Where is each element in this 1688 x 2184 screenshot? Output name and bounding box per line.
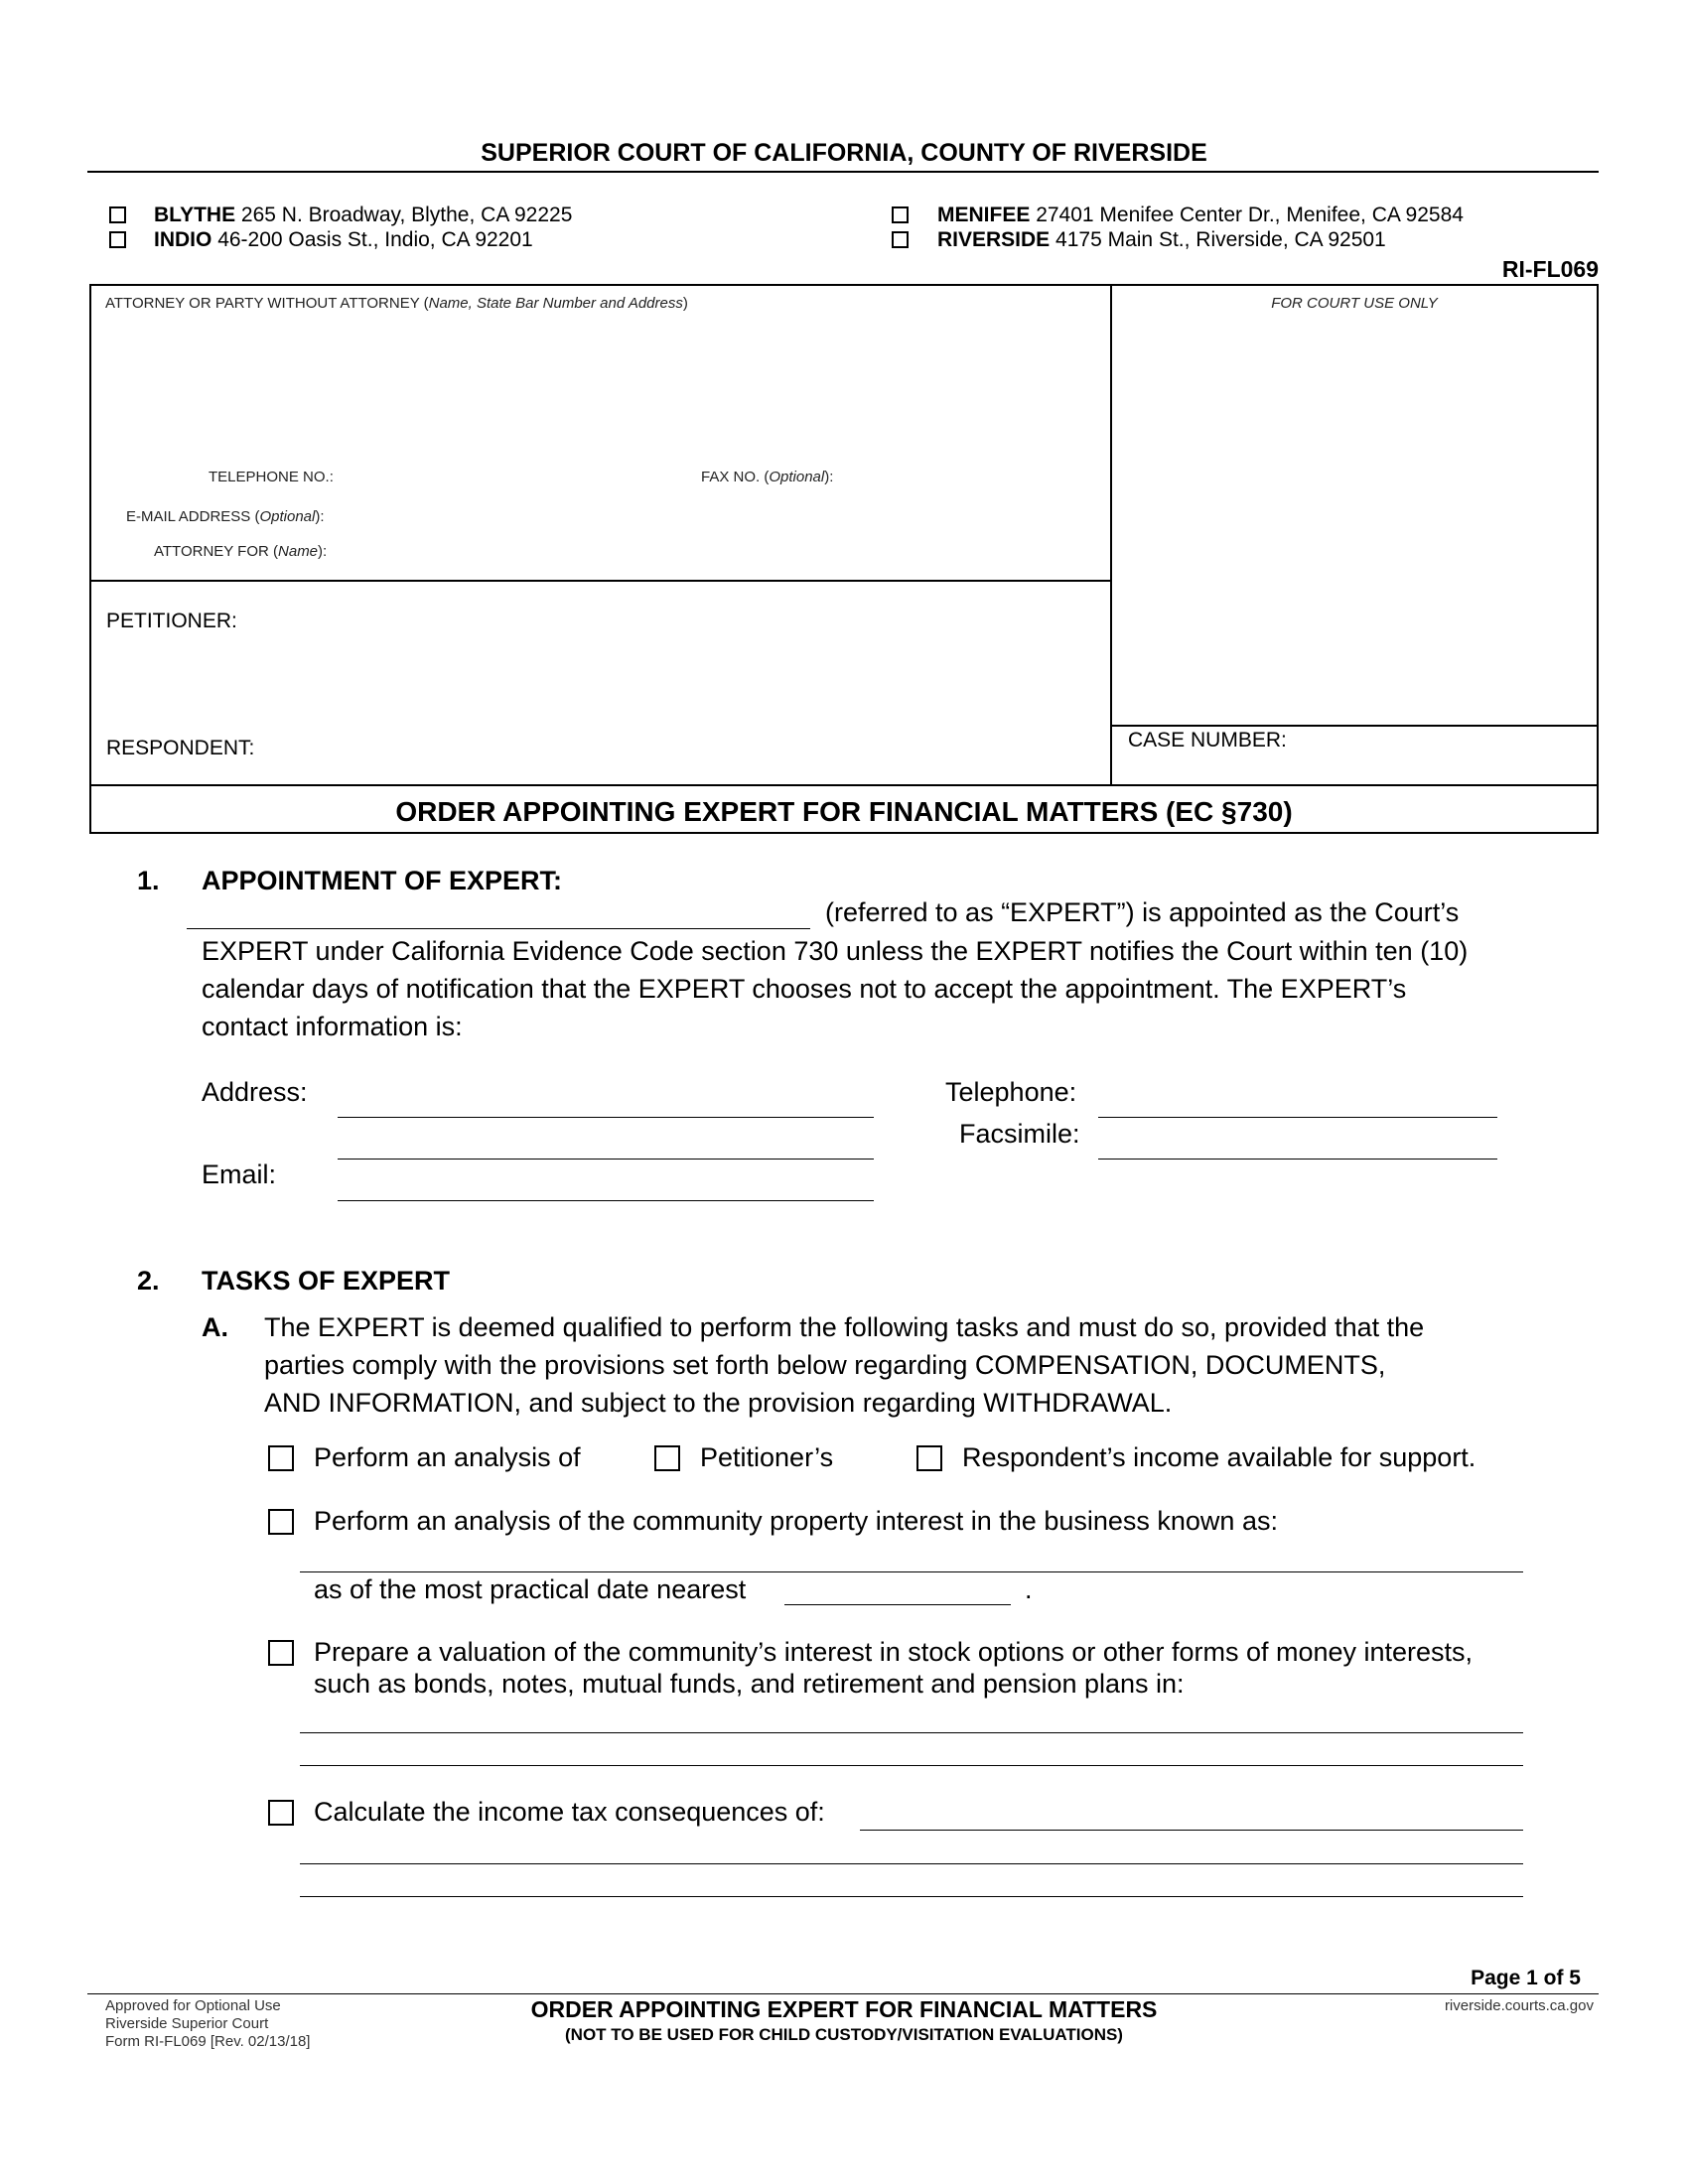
section1-line1: (referred to as “EXPERT”) is appointed as the Court’s <box>825 897 1460 927</box>
opt4-label: Calculate the income tax consequences of: <box>314 1797 825 1827</box>
case-number-label: CASE NUMBER: <box>1128 729 1287 751</box>
footer-court: Riverside Superior Court <box>105 2015 269 2032</box>
section1-line3: calendar days of notification that the EXPERT chooses not to accept the appointment. The EXPERT’s <box>202 974 1407 1004</box>
menifee-checkbox[interactable] <box>892 206 909 223</box>
section1-line2: EXPERT under California Evidence Code section 730 unless the EXPERT notifies the Court within ten (10) <box>202 936 1469 966</box>
section1-heading: APPOINTMENT OF EXPERT: <box>202 866 563 895</box>
attorney-label: ATTORNEY OR PARTY WITHOUT ATTORNEY (Name, State Bar Number and Address) <box>105 295 688 312</box>
footer-website: riverside.courts.ca.gov <box>1444 1997 1594 2014</box>
form-title: ORDER APPOINTING EXPERT FOR FINANCIAL MATTERS (EC §730) <box>395 796 1293 827</box>
valuation-checkbox[interactable] <box>268 1640 294 1666</box>
expert-name-line[interactable] <box>187 928 810 929</box>
location-indio: INDIO 46-200 Oasis St., Indio, CA 92201 <box>154 228 533 251</box>
location-menifee: MENIFEE 27401 Menifee Center Dr., Menifee, CA 92584 <box>937 204 1464 226</box>
attorney-for-label: ATTORNEY FOR (Name): <box>154 543 328 560</box>
opt3-line1: Prepare a valuation of the community’s interest in stock options or other forms of money interests, <box>314 1637 1474 1667</box>
respondent-label: RESPONDENT: <box>106 737 255 759</box>
opt1-label: Perform an analysis of <box>314 1442 581 1472</box>
income-tax-line-2[interactable] <box>300 1863 1523 1864</box>
opt2-date-label: as of the most practical date nearest <box>314 1574 747 1604</box>
footer-form-rev: Form RI-FL069 [Rev. 02/13/18] <box>105 2033 311 2050</box>
respondent-checkbox[interactable] <box>916 1445 942 1471</box>
section2-number: 2. <box>137 1266 160 1296</box>
address-line-2[interactable] <box>338 1159 874 1160</box>
community-property-checkbox[interactable] <box>268 1509 294 1535</box>
fax-label: FAX NO. (Optional): <box>701 469 834 485</box>
opt3-line2: such as bonds, notes, mutual funds, and retirement and pension plans in: <box>314 1669 1185 1699</box>
court-use-label: FOR COURT USE ONLY <box>1271 295 1438 312</box>
address-label: Address: <box>202 1077 308 1107</box>
business-name-line[interactable] <box>300 1571 1523 1572</box>
a-line2: parties comply with the provisions set forth below regarding COMPENSATION, DOCUMENTS, <box>264 1350 1386 1380</box>
a-line3: AND INFORMATION, and subject to the provision regarding WITHDRAWAL. <box>264 1388 1173 1418</box>
facsimile-label: Facsimile: <box>959 1119 1080 1149</box>
income-tax-checkbox[interactable] <box>268 1800 294 1826</box>
indio-checkbox[interactable] <box>109 231 126 248</box>
riverside-checkbox[interactable] <box>892 231 909 248</box>
valuation-line-2[interactable] <box>300 1765 1523 1766</box>
a-line1: The EXPERT is deemed qualified to perform the following tasks and must do so, provided that the <box>264 1312 1425 1342</box>
telephone-label: TELEPHONE NO.: <box>209 469 334 485</box>
footer-subtitle: (NOT TO BE USED FOR CHILD CUSTODY/VISITATION EVALUATIONS) <box>565 2025 1123 2044</box>
address-line-1[interactable] <box>338 1117 874 1118</box>
header-rule <box>87 171 1599 173</box>
petitioner-label: PETITIONER: <box>106 610 237 632</box>
subsection-a-label: A. <box>202 1312 228 1342</box>
court-header: SUPERIOR COURT OF CALIFORNIA, COUNTY OF RIVERSIDE <box>481 139 1207 167</box>
attorney-box[interactable] <box>89 284 1112 582</box>
telephone-line[interactable] <box>1098 1117 1497 1118</box>
email-line[interactable] <box>338 1200 874 1201</box>
date-nearest-line[interactable] <box>784 1604 1011 1605</box>
email-label: Email: <box>202 1160 277 1189</box>
footer-approved: Approved for Optional Use <box>105 1997 281 2014</box>
analysis-income-checkbox[interactable] <box>268 1445 294 1471</box>
footer-rule <box>87 1993 1599 1994</box>
section2-heading: TASKS OF EXPERT <box>202 1266 451 1296</box>
location-blythe: BLYTHE 265 N. Broadway, Blythe, CA 92225 <box>154 204 573 226</box>
opt2-label: Perform an analysis of the community property interest in the business known as: <box>314 1506 1278 1536</box>
opt2-period: . <box>1025 1574 1033 1604</box>
section1-number: 1. <box>137 866 160 895</box>
valuation-line-1[interactable] <box>300 1732 1523 1733</box>
email-address-label: E-MAIL ADDRESS (Optional): <box>126 508 325 525</box>
petitioner-checkbox[interactable] <box>654 1445 680 1471</box>
form-id: RI-FL069 <box>1501 256 1599 282</box>
income-tax-line-1[interactable] <box>860 1830 1523 1831</box>
income-tax-line-3[interactable] <box>300 1896 1523 1897</box>
telephone-label-expert: Telephone: <box>945 1077 1077 1107</box>
court-use-box <box>1110 284 1599 727</box>
opt1-petitioner: Petitioner’s <box>700 1442 834 1472</box>
section1-line4: contact information is: <box>202 1012 463 1041</box>
page-number: Page 1 of 5 <box>1471 1967 1581 1989</box>
location-riverside: RIVERSIDE 4175 Main St., Riverside, CA 92501 <box>937 228 1386 251</box>
opt1-respondent: Respondent’s income available for support. <box>962 1442 1477 1472</box>
facsimile-line[interactable] <box>1098 1159 1497 1160</box>
footer-title: ORDER APPOINTING EXPERT FOR FINANCIAL MATTERS <box>530 1996 1158 2022</box>
blythe-checkbox[interactable] <box>109 206 126 223</box>
